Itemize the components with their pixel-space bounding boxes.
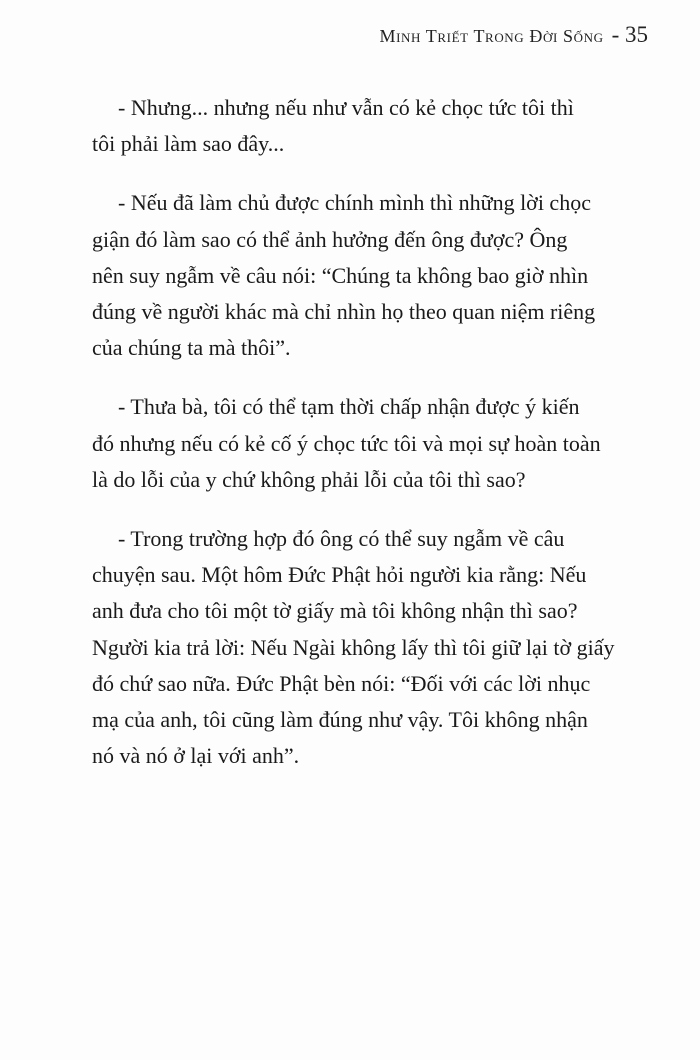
paragraph [92,389,648,498]
text-line: nó và nó ở lại với anh”. [92,743,300,769]
text-line: - Nhưng... nhưng nếu như vẫn có kẻ chọc tức tôi thì [118,95,574,120]
text-line: nên suy ngẫm về câu nói: “Chúng ta không bao giờ nhìn [92,262,589,288]
running-title: Minh Triết Trong Đời Sống [379,26,604,46]
text-line: đó nhưng nếu có kẻ cố ý chọc tức tôi và mọi sự hoàn toàn [92,430,601,456]
page-number: - 35 [611,22,648,47]
text-line: - Trong trường hợp đó ông có thể suy ngẫm về câu [118,526,565,552]
text-line: tôi phải làm sao đây... [92,131,285,157]
text-line: - Thưa bà, tôi có thể tạm thời chấp nhận được ý kiến [118,394,580,420]
text-line: giận đó làm sao có thể ảnh hưởng đến ông được? Ông [92,226,568,252]
text-line: đúng về người khác mà chỉ nhìn họ theo quan niệm riêng [92,299,596,325]
body-text [92,90,648,797]
text-line: đó chứ sao nữa. Đức Phật bèn nói: “Đối với các lời nhục [92,670,591,696]
paragraph [92,185,648,366]
running-header [380,22,648,48]
paragraph [92,521,648,774]
text-line: - Nếu đã làm chủ được chính mình thì những lời chọc [118,190,591,216]
text-line: anh đưa cho tôi một tờ giấy mà tôi không nhận thì sao? [92,598,578,624]
text-line: của chúng ta mà thôi”. [92,335,291,361]
text-line: Người kia trả lời: Nếu Ngài không lấy thì tôi giữ lại tờ giấy [92,634,615,660]
paragraph [92,90,648,162]
text-line: chuyện sau. Một hôm Đức Phật hỏi người kia rằng: Nếu [92,562,587,588]
text-line: là do lỗi của y chứ không phải lỗi của tôi thì sao? [92,466,526,492]
text-line: mạ của anh, tôi cũng làm đúng như vậy. Tôi không nhận [92,707,588,733]
